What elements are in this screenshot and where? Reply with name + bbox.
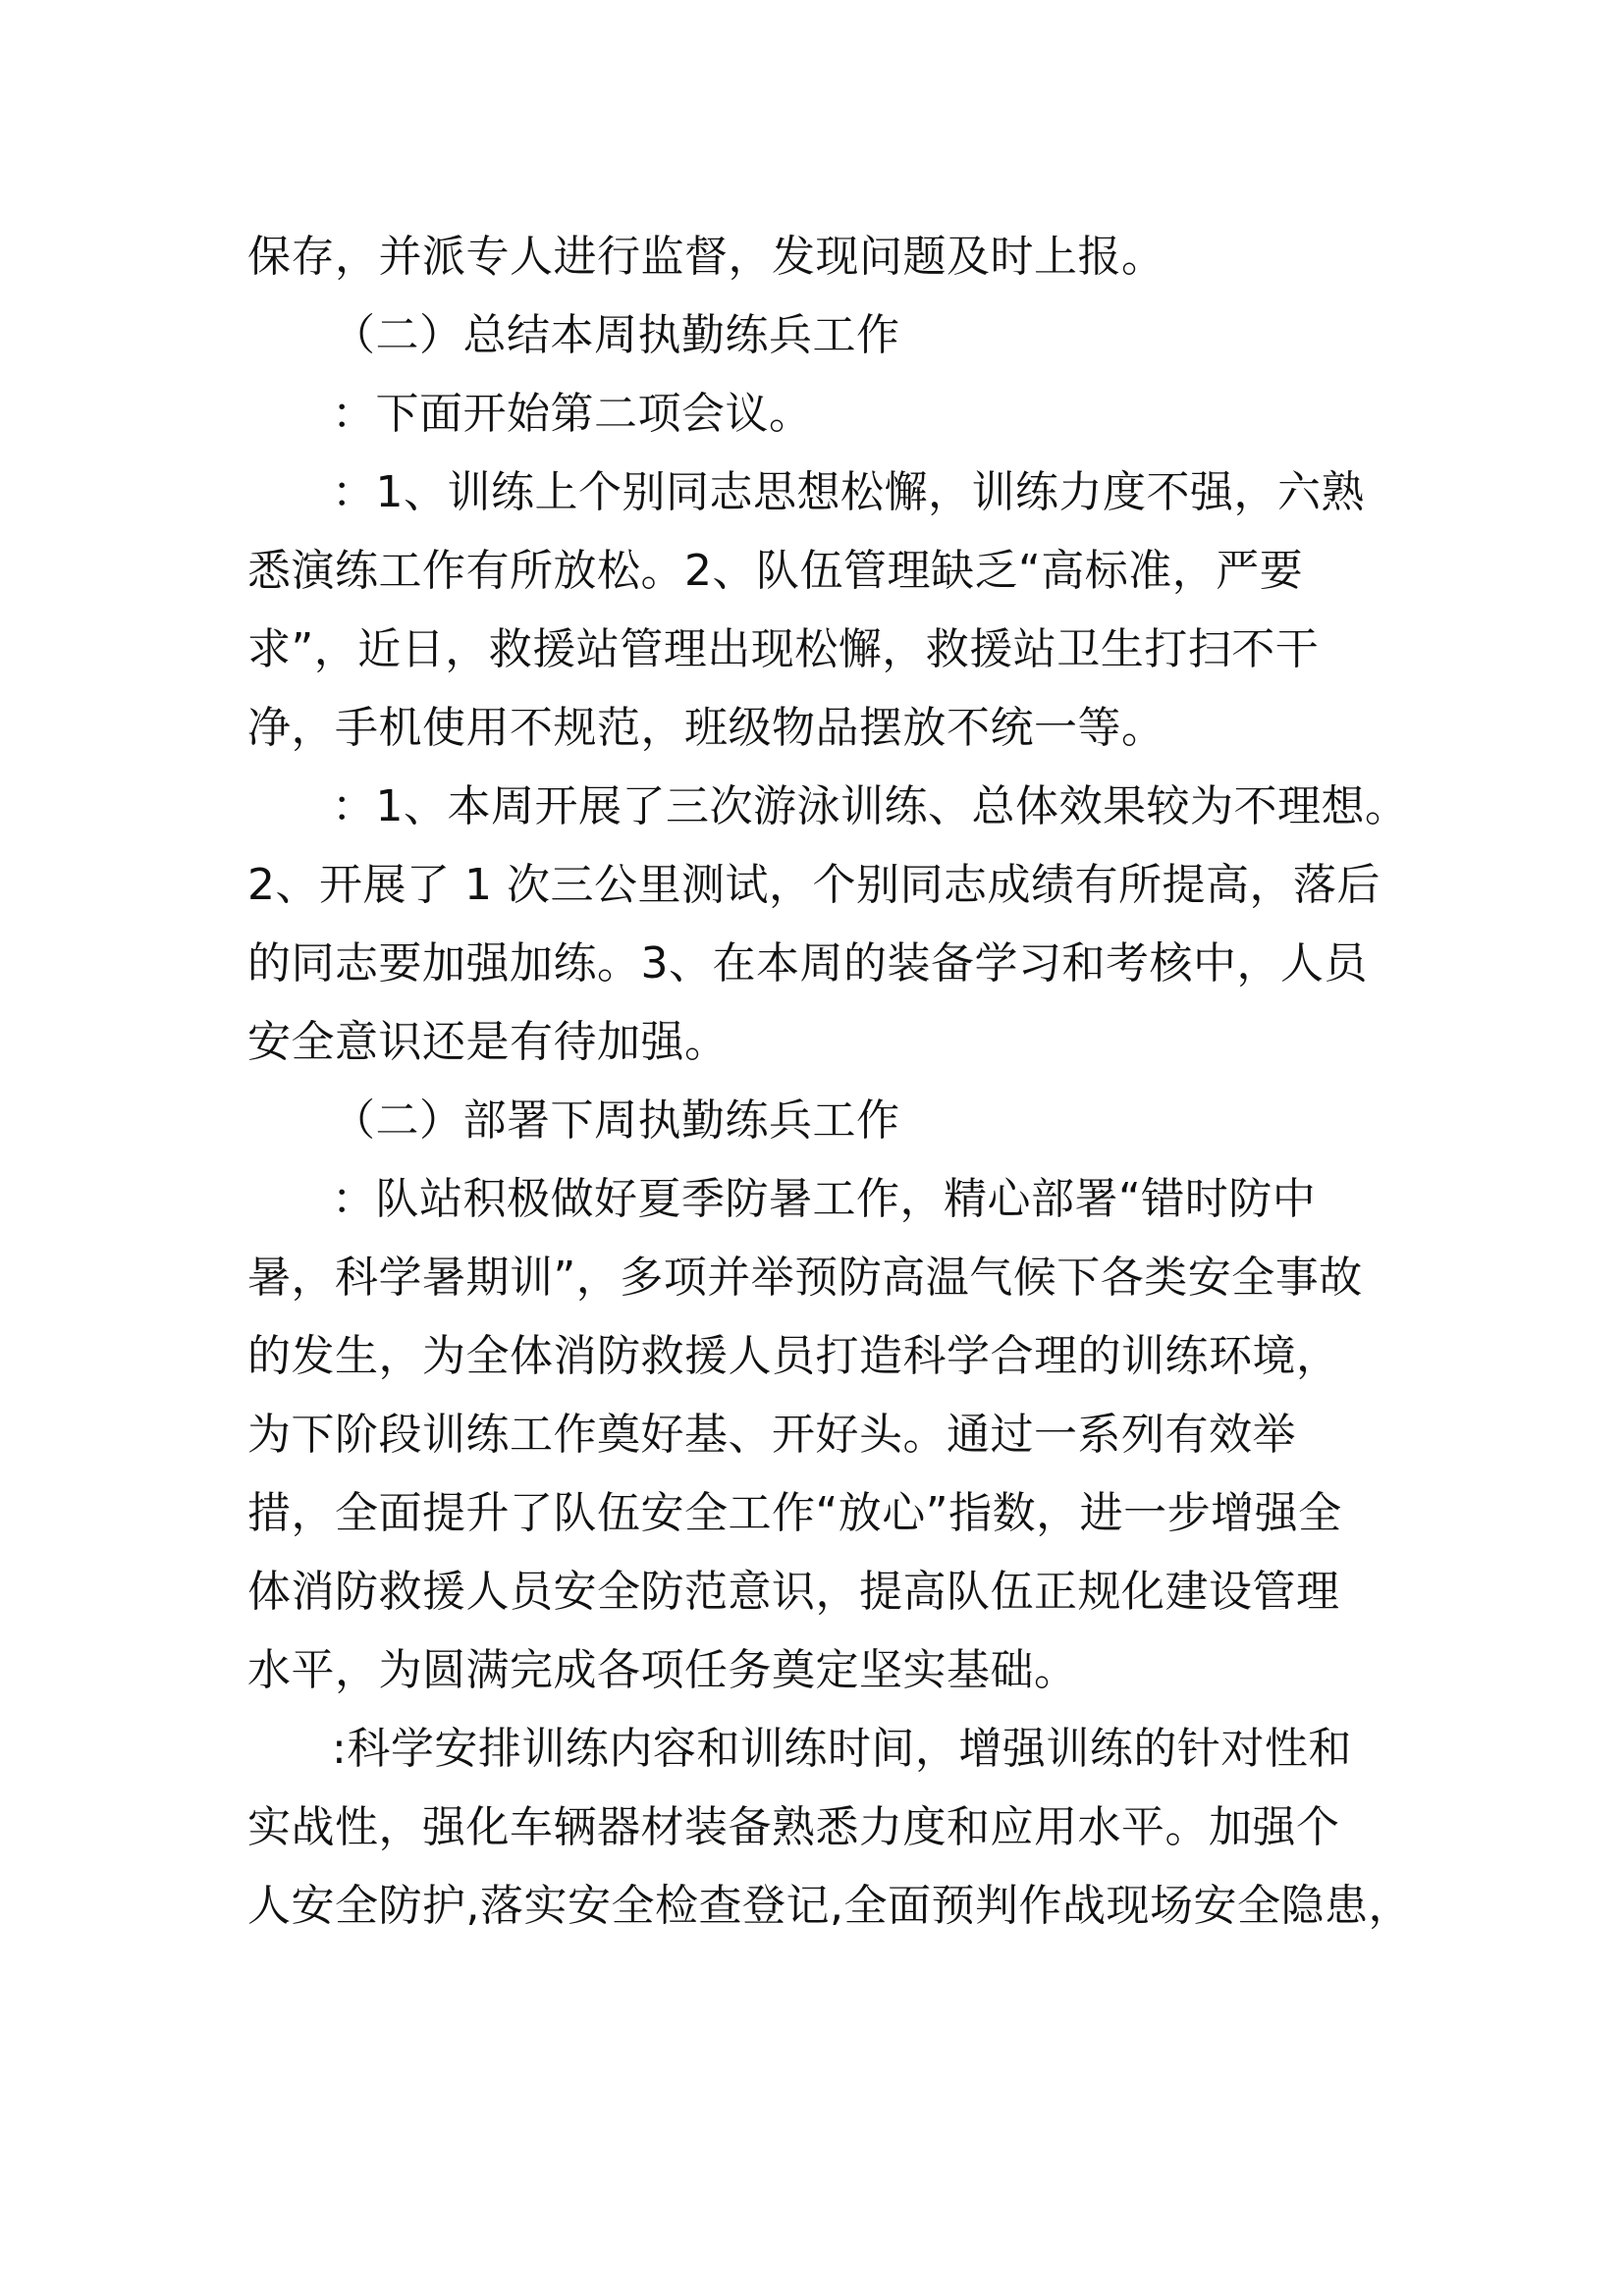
text-line: ：1、本周开展了三次游泳训练、总体效果较为不理想。 bbox=[332, 781, 1409, 831]
text-line: 求”，近日，救援站管理出现松懈，救援站卫生打扫不干 bbox=[247, 624, 1320, 674]
text-line: 2、开展了 1 次三公里测试，个别同志成绩有所提高，落后 bbox=[247, 860, 1380, 910]
text-line: 水平，为圆满完成各项任务奠定坚实基础。 bbox=[247, 1645, 1078, 1695]
text-line: 措，全面提升了队伍安全工作“放心”指数，进一步增强全 bbox=[247, 1488, 1342, 1538]
text-line: ：1、训练上个别同志思想松懈，训练力度不强，六熟 bbox=[332, 467, 1365, 517]
text-line: 净，手机使用不规范，班级物品摆放不统一等。 bbox=[247, 703, 1165, 753]
section-heading-deployment: （二）部署下周执勤练兵工作 bbox=[332, 1095, 900, 1146]
text-line: 保存，并派专人进行监督，发现问题及时上报。 bbox=[247, 232, 1165, 282]
text-line: 的发生，为全体消防救援人员打造科学合理的训练环境， bbox=[247, 1331, 1340, 1381]
text-line: 悉演练工作有所放松。2、队伍管理缺乏“高标准，严要 bbox=[247, 546, 1304, 596]
text-line: 的同志要加强加练。3、在本周的装备学习和考核中，人员 bbox=[247, 938, 1368, 988]
text-line: 暑，科学暑期训”，多项并举预防高温气候下各类安全事故 bbox=[247, 1253, 1363, 1303]
text-line: :科学安排训练内容和训练时间，增强训练的针对性和 bbox=[332, 1724, 1352, 1774]
text-line: 为下阶段训练工作奠好基、开好头。通过一系列有效举 bbox=[247, 1410, 1296, 1460]
text-line: 安全意识还是有待加强。 bbox=[247, 1017, 729, 1067]
section-heading-summary: （二）总结本周执勤练兵工作 bbox=[332, 310, 900, 360]
text-line: 体消防救援人员安全防范意识，提高队伍正规化建设管理 bbox=[247, 1567, 1340, 1617]
text-line: ：队站积极做好夏季防暑工作，精心部署“错时防中 bbox=[332, 1174, 1317, 1224]
text-line: 人安全防护,落实安全检查登记,全面预判作战现场安全隐患， bbox=[247, 1881, 1412, 1931]
text-line: ：下面开始第二项会议。 bbox=[332, 389, 813, 439]
document-body bbox=[247, 218, 1412, 1946]
text-line: 实战性，强化车辆器材装备熟悉力度和应用水平。加强个 bbox=[247, 1802, 1340, 1852]
